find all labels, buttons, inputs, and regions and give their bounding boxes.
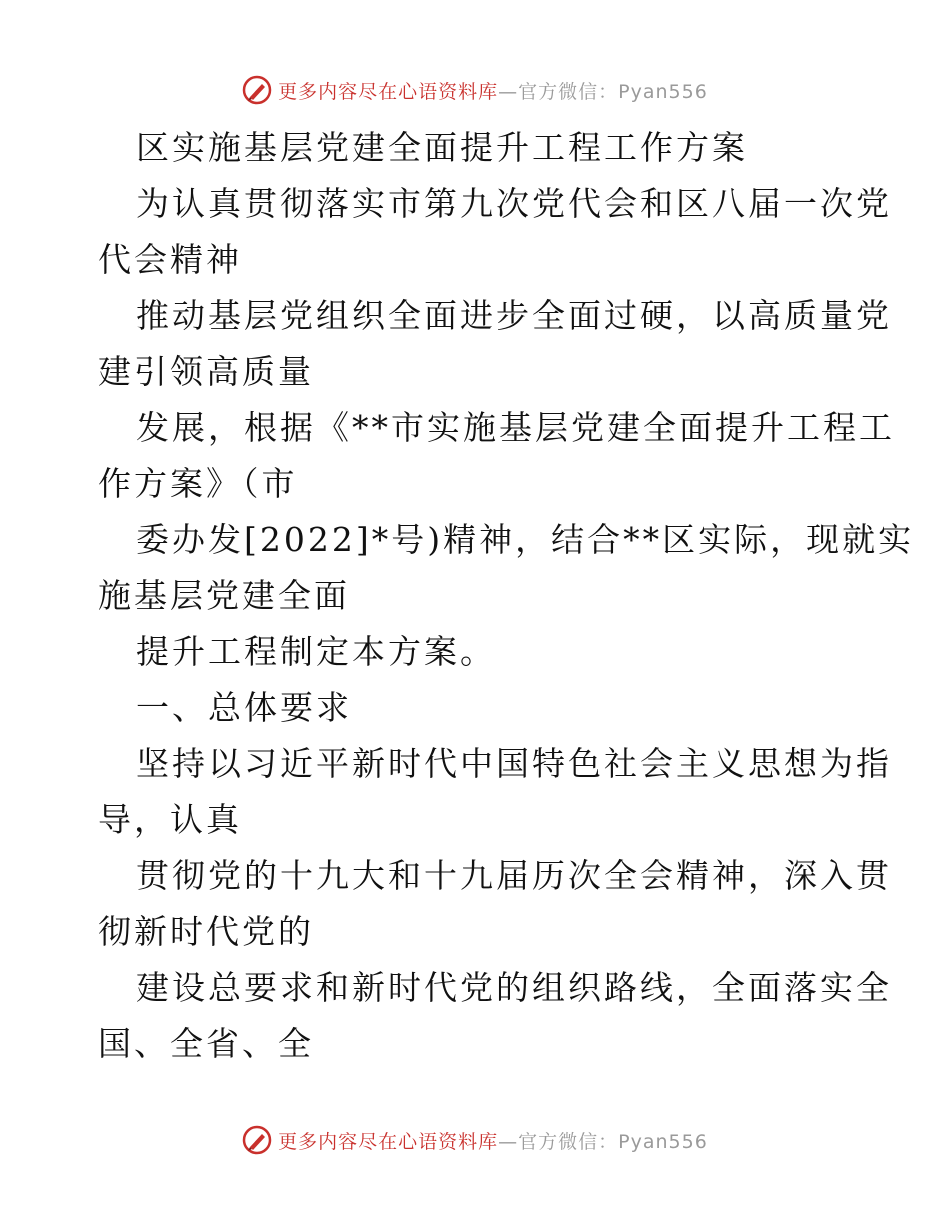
paragraph-line: 委办发[2022]*号)精神，结合**区实际，现就实 (136, 520, 915, 559)
pen-logo-icon (242, 1125, 272, 1155)
watermark-gray-text: —官方微信：Pyan556 (498, 80, 708, 103)
paragraph-line: 贯彻党的十九大和十九届历次全会精神，深入贯 (136, 856, 892, 895)
paragraph-line: 作方案》（市 (98, 464, 298, 503)
paragraph-line: 建设总要求和新时代党的组织路线，全面落实全 (136, 968, 892, 1007)
watermark-gray-text: —官方微信：Pyan556 (498, 1130, 708, 1153)
paragraph-line: 提升工程制定本方案。 (136, 632, 496, 671)
paragraph-line: 发展，根据《**市实施基层党建全面提升工程工 (136, 408, 895, 447)
paragraph-line: 导，认真 (98, 800, 242, 839)
paragraph-line: 为认真贯彻落实市第九次党代会和区八届一次党 (136, 184, 892, 223)
document-body (98, 120, 915, 1072)
paragraph-line: 彻新时代党的 (98, 912, 314, 951)
watermark-red-text: 更多内容尽在心语资料库 (278, 80, 499, 103)
paragraph-line: 国、全省、全 (98, 1024, 314, 1063)
document-title: 区实施基层党建全面提升工程工作方案 (136, 128, 748, 167)
paragraph-line: 建引领高质量 (98, 352, 314, 391)
paragraph-line: 施基层党建全面 (98, 576, 350, 615)
pen-logo-icon (242, 75, 272, 105)
paragraph-line: 代会精神 (98, 240, 242, 279)
paragraph-line: 坚持以习近平新时代中国特色社会主义思想为指 (136, 744, 892, 783)
footer-watermark (0, 1120, 950, 1160)
header-watermark (0, 70, 950, 110)
paragraph-line: 推动基层党组织全面进步全面过硬，以高质量党 (136, 296, 892, 335)
section-heading: 一、总体要求 (136, 688, 352, 727)
watermark-red-text: 更多内容尽在心语资料库 (278, 1130, 499, 1153)
